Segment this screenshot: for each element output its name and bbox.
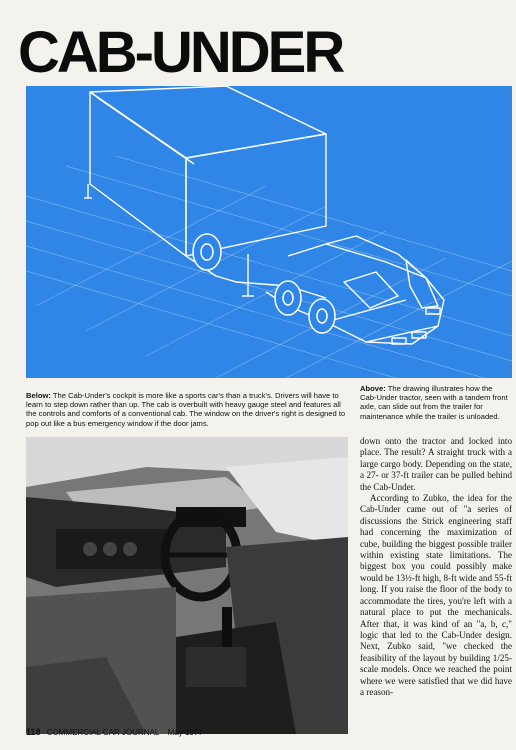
magazine-name: COMMERCIAL CAR JOURNAL: [46, 728, 160, 737]
tractor-trailer-drawing: [26, 86, 512, 378]
page-number: 118: [26, 727, 41, 737]
caption-above: [360, 384, 510, 421]
cockpit-photo: [26, 437, 348, 734]
caption-below: [26, 391, 348, 428]
caption-above-lead: Above:: [360, 384, 386, 393]
caption-above-text: The drawing illustrates how the Cab-Under tractor, seen with a tandem front axle, can slide out from the trailer for maintenance while the trailer is unloaded.: [360, 384, 508, 421]
body-paragraph: According to Zubko, the idea for the Cab-Under came out of "a series of discussions the Strick engineering staff had concerning the maximization of cube, building the biggest possible trailer within existing state limitations. The biggest box you could possibly make would be 13½-ft high, 8-ft wide and 55-ft long. If you raise the floor of the body to accommodate the tires, you're left with a natural place to put the mechanicals. After that, it was kind of an "a, b, c," logic that led to the Cab-Under design. Next, Zubko said, "we checked the feasibility of the layout by building 1/25-scale models. Once we reached the point where we were satisfied that we did have a reason-: [360, 493, 512, 697]
issue-date: May 1977: [167, 728, 203, 737]
caption-below-lead: Below:: [26, 391, 51, 400]
article-body: [360, 436, 512, 698]
caption-below-text: The Cab-Under's cockpit is more like a sports car's than a truck's. Drivers will have to learn to step down rather than up. The cab is overbuilt with heavy gauge steel and features all the controls and comforts of a conventional cab. The window on the driver's right is designed to pop out like a bus emergency window if the door jams.: [26, 391, 346, 428]
page-footer: [26, 727, 203, 738]
body-paragraph: down onto the tractor and locked into place. The result? A straight truck with a large cargo body. Depending on the state, a 27- or 37-ft trailer can be pulled behind the Cab-Under.: [360, 436, 512, 492]
headline: CAB-UNDER: [18, 20, 343, 85]
